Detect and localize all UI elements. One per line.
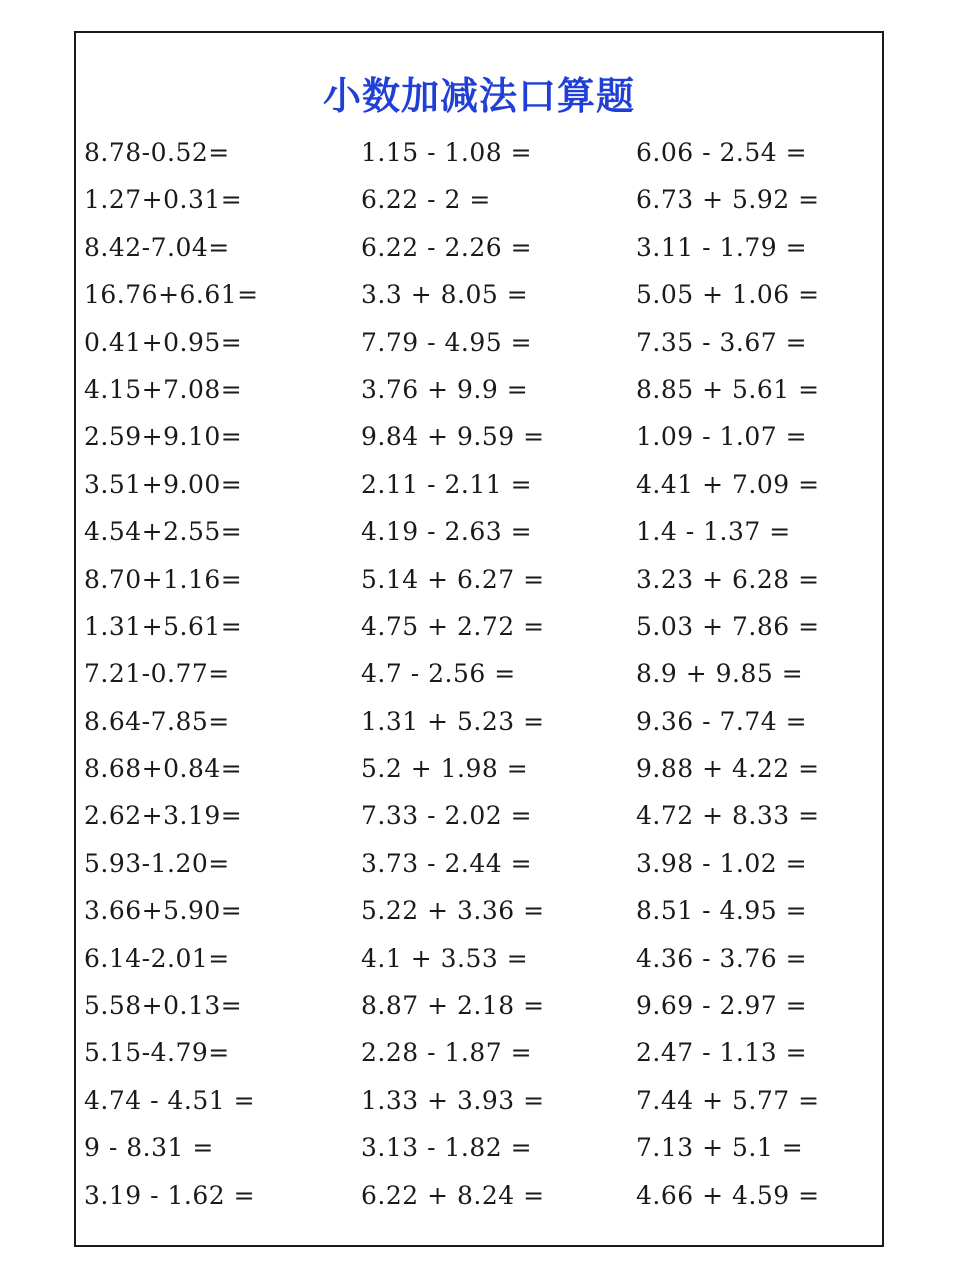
problem-item: 9.36 - 7.74 =	[636, 706, 808, 736]
problem-item: 5.14 + 6.27 =	[361, 564, 545, 594]
problem-item: 3.73 - 2.44 =	[361, 848, 533, 878]
problem-item: 1.31 + 5.23 =	[361, 706, 545, 736]
problem-item: 4.54+2.55=	[84, 517, 243, 547]
problem-item: 9.69 - 2.97 =	[636, 991, 808, 1021]
problem-item: 2.59+9.10=	[84, 422, 243, 452]
problem-item: 8.87 + 2.18 =	[361, 991, 545, 1021]
problem-item: 5.2 + 1.98 =	[361, 754, 529, 784]
problem-item: 1.09 - 1.07 =	[636, 422, 808, 452]
problem-item: 6.14-2.01=	[84, 943, 230, 973]
problem-item: 6.73 + 5.92 =	[636, 185, 820, 215]
problem-item: 7.13 + 5.1 =	[636, 1133, 804, 1163]
problem-item: 4.19 - 2.63 =	[361, 517, 533, 547]
problem-item: 7.33 - 2.02 =	[361, 801, 533, 831]
problem-column-2	[361, 129, 621, 1219]
problem-item: 3.66+5.90=	[84, 896, 243, 926]
problem-item: 3.19 - 1.62 =	[84, 1180, 256, 1210]
problem-item: 5.58+0.13=	[84, 991, 243, 1021]
problem-item: 4.15+7.08=	[84, 374, 243, 404]
problem-item: 5.93-1.20=	[84, 848, 230, 878]
problem-column-1	[84, 129, 344, 1219]
problem-item: 0.41+0.95=	[84, 327, 243, 357]
worksheet-frame	[74, 31, 884, 1247]
problem-item: 16.76+6.61=	[84, 280, 259, 310]
problem-item: 8.78-0.52=	[84, 138, 230, 167]
problem-item: 5.05 + 1.06 =	[636, 280, 820, 310]
problem-item: 6.22 - 2 =	[361, 185, 491, 215]
problem-item: 5.15-4.79=	[84, 1038, 230, 1068]
problem-item: 8.9 + 9.85 =	[636, 659, 804, 689]
problem-item: 1.15 - 1.08 =	[361, 138, 533, 167]
problem-item: 9.88 + 4.22 =	[636, 754, 820, 784]
problem-item: 3.3 + 8.05 =	[361, 280, 529, 310]
problem-item: 1.31+5.61=	[84, 611, 243, 641]
problem-item: 3.13 - 1.82 =	[361, 1133, 533, 1163]
problem-item: 5.22 + 3.36 =	[361, 896, 545, 926]
problem-item: 7.21-0.77=	[84, 659, 230, 689]
problem-item: 2.11 - 2.11 =	[361, 469, 533, 499]
problem-item: 3.23 + 6.28 =	[636, 564, 820, 594]
problem-item: 4.36 - 3.76 =	[636, 943, 808, 973]
problem-item: 9 - 8.31 =	[84, 1133, 214, 1163]
problem-item: 4.75 + 2.72 =	[361, 611, 545, 641]
problem-item: 2.47 - 1.13 =	[636, 1038, 808, 1068]
problem-item: 3.76 + 9.9 =	[361, 374, 529, 404]
problem-item: 4.66 + 4.59 =	[636, 1180, 820, 1210]
problem-item: 5.03 + 7.86 =	[636, 611, 820, 641]
problem-item: 4.41 + 7.09 =	[636, 469, 820, 499]
problem-item: 8.42-7.04=	[84, 232, 230, 262]
problem-item: 3.11 - 1.79 =	[636, 232, 808, 262]
problem-item: 6.06 - 2.54 =	[636, 138, 808, 167]
problem-column-3	[636, 129, 896, 1219]
problem-item: 1.27+0.31=	[84, 185, 243, 215]
problem-item: 9.84 + 9.59 =	[361, 422, 545, 452]
problem-item: 7.35 - 3.67 =	[636, 327, 808, 357]
problem-item: 6.22 + 8.24 =	[361, 1180, 545, 1210]
worksheet-title: 小数加减法口算题	[322, 73, 635, 118]
problem-item: 8.70+1.16=	[84, 564, 243, 594]
problem-item: 3.98 - 1.02 =	[636, 848, 808, 878]
problem-item: 2.28 - 1.87 =	[361, 1038, 533, 1068]
problem-item: 1.33 + 3.93 =	[361, 1085, 545, 1115]
problem-item: 6.22 - 2.26 =	[361, 232, 533, 262]
problem-item: 4.72 + 8.33 =	[636, 801, 820, 831]
problem-item: 1.4 - 1.37 =	[636, 517, 791, 547]
problem-item: 8.64-7.85=	[84, 706, 230, 736]
problem-item: 7.79 - 4.95 =	[361, 327, 533, 357]
problem-item: 3.51+9.00=	[84, 469, 243, 499]
problem-item: 4.74 - 4.51 =	[84, 1085, 256, 1115]
problem-item: 8.68+0.84=	[84, 754, 243, 784]
problem-item: 4.7 - 2.56 =	[361, 659, 516, 689]
problem-grid	[84, 129, 874, 1269]
problem-item: 8.51 - 4.95 =	[636, 896, 808, 926]
problem-item: 7.44 + 5.77 =	[636, 1085, 820, 1115]
problem-item: 4.1 + 3.53 =	[361, 943, 529, 973]
problem-item: 8.85 + 5.61 =	[636, 374, 820, 404]
problem-item: 2.62+3.19=	[84, 801, 243, 831]
